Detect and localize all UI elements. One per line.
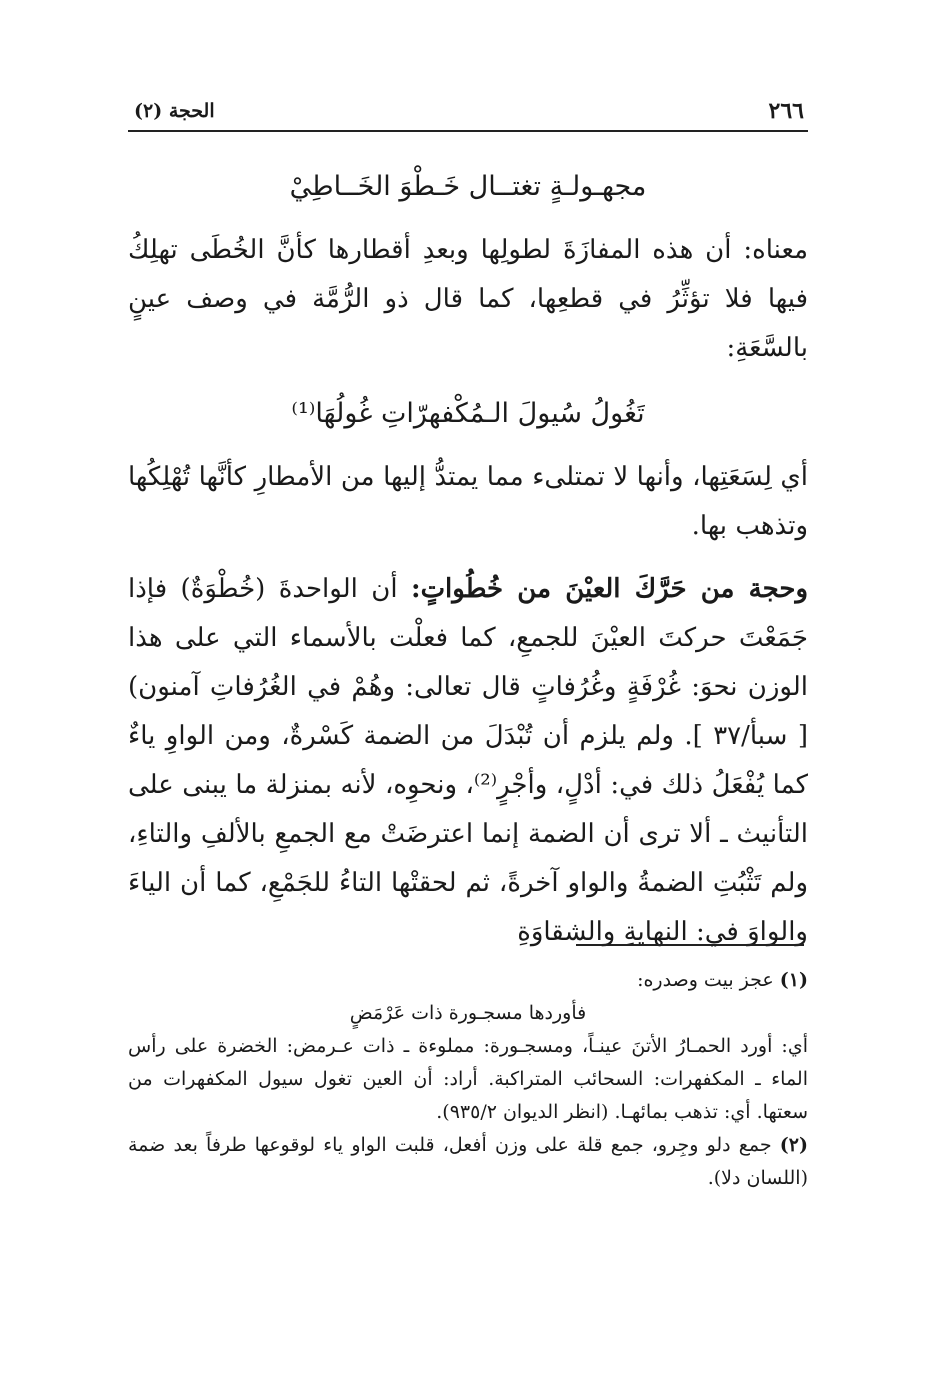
page-number: ٢٦٦ bbox=[768, 98, 804, 124]
paragraph-1: معناه: أن هذه المفازَةَ لطولِها وبعدِ أقطارها كأنَّ الخُطَى تهلِكُ فيها فلا تؤثِّرُ في قطعِها، كما قال ذو الرُّمَّة في وصف عينٍ بالسَّعَةِ: bbox=[128, 235, 808, 363]
verse-line-1: مجهـولـةٍ تغتــال خَـطْوَ الخَــاطِيْ bbox=[289, 171, 647, 202]
page-header bbox=[128, 96, 808, 132]
paragraph-3 bbox=[128, 565, 808, 957]
paragraph-3-text: أن الواحدةَ (خُطْوَةٌ) فإذا جَمَعْتَ حركتَ العيْنَ للجمعِ، كما فعلْت بالأسماء التي على هذا الوزن نحوَ: غُرْفَةٍ وغُرُفاتٍ قال تعالى: وهُمْ في الغُرُفاتِ آمنون) [ سبأ/٣٧ ]. ولم يلزم أن تُبْدَلَ من الضمة كَسْرةٌ، ومن الواوِ ياءٌ كما يُفْعَلُ ذلك في: أدْلٍ، وأجْرٍ⁽²⁾، ونحوِه، لأنه بمنزلة ما يبنى على التأنيث ـ ألا ترى أن الضمة إنما اعترضَتْ مع الجمعِ بالألفِ والتاءِ، ولم تَثْبُتِ الضمةُ والواو آخرةً، ثم لحقتْها التاءُ للجَمْعِ، كما أن الياءَ والواوَ في: النهايةِ والشقاوَةِ bbox=[128, 574, 809, 947]
footnote-1 bbox=[128, 964, 808, 997]
footnotes bbox=[128, 964, 808, 1195]
footnote-1-explanation: أي: أورد الحمـارُ الأتنَ عينـاً، ومسجـورة: مملوءة ـ ذات عـرمض: الخضرة على رأس الماء ـ المكفهرات: السحائب المتراكبة. أراد: أن العين تغول سيول المكفهرات من سعتها. أي: تذهب بمائهـا. (انظر الديوان ٩٣٥/٢). bbox=[128, 1035, 808, 1123]
footnote-2-number: (٢) bbox=[779, 1134, 808, 1156]
footnote-1-number: (١) bbox=[779, 969, 808, 991]
footnote-1-text: عجز بيت وصدره: bbox=[637, 969, 780, 991]
footnote-2 bbox=[128, 1129, 808, 1195]
main-text bbox=[128, 160, 808, 971]
verse-line-2: تَغُولُ سُيولَ الـمُكْفهرّاتِ غُولُهَا⁽¹⁾ bbox=[291, 398, 645, 429]
running-title: الحجة (٢) bbox=[134, 100, 215, 122]
paragraph-3-heading: وحجة من حَرَّكَ العيْنَ من خُطُواتٍ: bbox=[410, 574, 808, 604]
paragraph-2: أي لِسَعَتِها، وأنها لا تمتلىء مما يمتدُّ إليها من الأمطارِ كأنَّها تُهْلِكُها وتذهب بها. bbox=[128, 462, 808, 541]
footnote-2-text: جمع دلو وجِرو، جمع قلة على وزن أفعل، قلبت الواو ياء لوقوعها طرفاً بعد ضمة (اللسان دلا). bbox=[128, 1134, 808, 1189]
footnote-separator bbox=[576, 944, 804, 946]
footnote-1-verse: فأوردها مسجـورة ذات عَرْمَضٍ bbox=[349, 1002, 587, 1024]
